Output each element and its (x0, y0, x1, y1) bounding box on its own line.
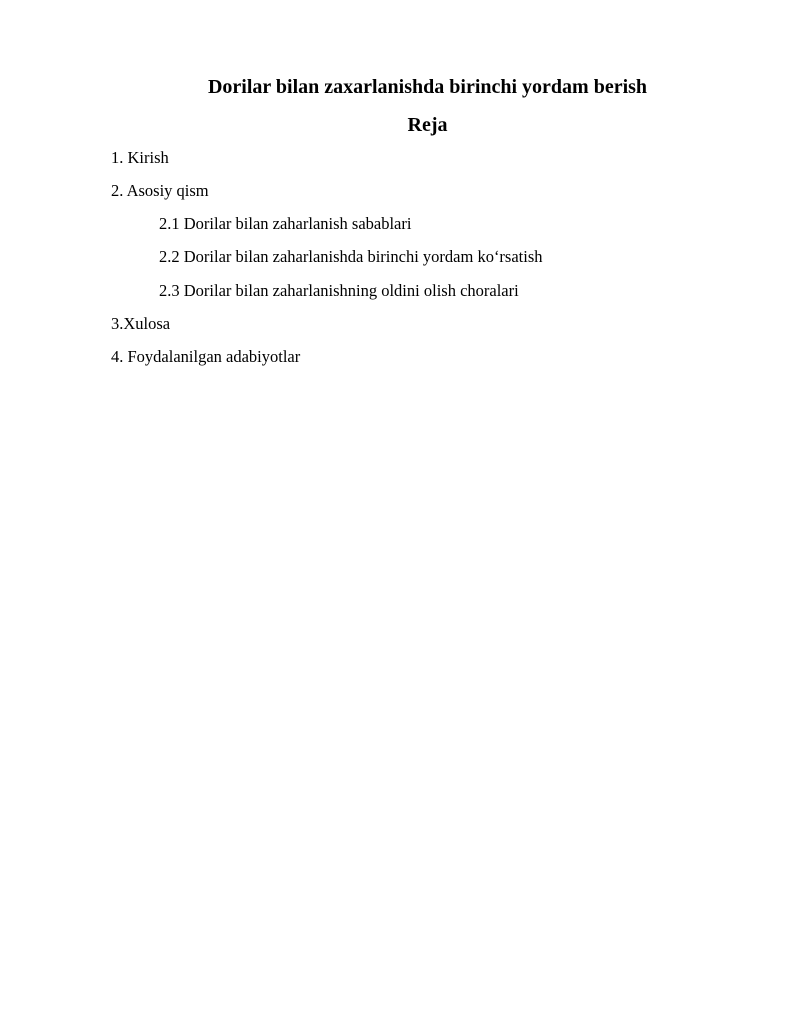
outline-item-conclusion: 3.Xulosa (111, 314, 171, 333)
outline-subitem-prevention: 2.3 Dorilar bilan zaharlanishning oldini olish choralari (159, 281, 519, 300)
plan-heading: Reja (407, 114, 448, 136)
document-title: Dorilar bilan zaxarlanishda birinchi yordam berish (207, 76, 648, 98)
outline-item-introduction: 1. Kirish (111, 148, 169, 167)
outline-item-references: 4. Foydalanilgan adabiyotlar (111, 347, 301, 366)
outline-item-main-part: 2. Asosiy qism (111, 181, 209, 200)
outline-subitem-first-aid: 2.2 Dorilar bilan zaharlanishda birinchi yordam ko‘rsatish (159, 247, 543, 266)
outline-subitem-causes: 2.1 Dorilar bilan zaharlanish sabablari (159, 214, 412, 233)
